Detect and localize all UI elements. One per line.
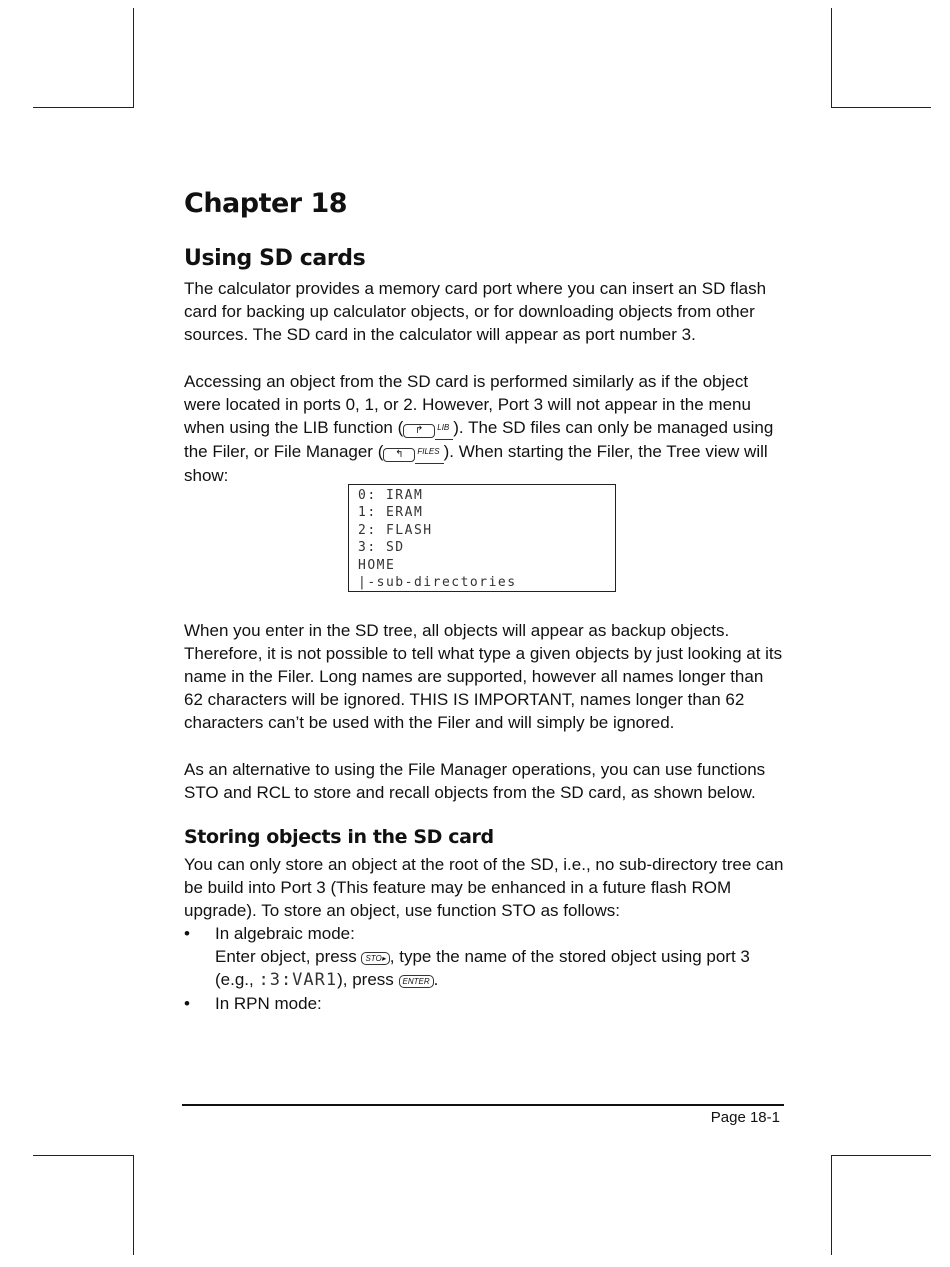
crop-mark bbox=[831, 1155, 832, 1255]
crop-mark bbox=[133, 8, 134, 108]
rpn-mode-title: In RPN mode: bbox=[215, 994, 322, 1013]
chapter-title: Chapter 18 bbox=[184, 188, 348, 219]
crop-mark bbox=[831, 107, 931, 108]
access-paragraph bbox=[184, 370, 784, 487]
intro-paragraph: The calculator provides a memory card port where you can insert an SD flash card for backing up calculator objects, or for downloading objects from other sources. The SD card in the calculator will appear as port number 3. bbox=[184, 279, 767, 344]
crop-mark bbox=[33, 107, 133, 108]
lib-key-label: LIB bbox=[435, 416, 453, 440]
list-item bbox=[184, 992, 784, 1015]
access-text-3: ). When starting the Filer, the Tree view will show: bbox=[184, 442, 768, 485]
filer-tree-screen bbox=[348, 484, 616, 592]
bullet-icon: • bbox=[184, 994, 190, 1013]
footer-rule bbox=[182, 1104, 784, 1106]
files-key-label: FILES bbox=[415, 440, 443, 464]
sto-key-icon: STO▸ bbox=[361, 952, 389, 965]
screen-line: |-sub-directories bbox=[358, 575, 517, 591]
algebraic-text-2: , type the name of the stored object using port 3 (e.g., bbox=[215, 947, 750, 989]
screen-line: 3: SD bbox=[358, 540, 405, 556]
crop-mark bbox=[831, 1155, 931, 1156]
algebraic-text-4: . bbox=[433, 970, 439, 989]
enter-key-icon: ENTER bbox=[399, 975, 434, 988]
crop-mark bbox=[33, 1155, 133, 1156]
screen-line: 0: IRAM bbox=[358, 488, 424, 503]
example-variable: :3:VAR1 bbox=[258, 970, 338, 990]
subsection-title: Storing objects in the SD card bbox=[184, 826, 494, 848]
sd-tree-paragraph: When you enter in the SD tree, all objects will appear as backup objects. Therefore, it is not possible to tell what type a given objects by just looking at its name in the Filer. Long names are supported, however all names longer than 62 characters will be ignored. THIS IS IMPORTANT, names longer than 62 characters can’t be used with the Filer and will simply be ignored. bbox=[184, 621, 783, 732]
list-item bbox=[184, 922, 784, 992]
bullet-icon: • bbox=[184, 924, 190, 943]
right-shift-key-icon: ↱ bbox=[403, 424, 435, 438]
screen-line: 2: FLASH bbox=[358, 522, 433, 538]
section-title: Using SD cards bbox=[184, 246, 366, 271]
left-shift-key-icon: ↰ bbox=[383, 448, 415, 462]
algebraic-text-1: Enter object, press bbox=[215, 947, 362, 966]
storing-paragraph: You can only store an object at the root of the SD, i.e., no sub-directory tree can be build into Port 3 (This feature may be enhanced in a future flash ROM upgrade). To store an object, use function STO as follows: bbox=[184, 855, 784, 920]
algebraic-mode-title: In algebraic mode: bbox=[215, 924, 355, 943]
page-number: Page 18-1 bbox=[710, 1109, 780, 1126]
mode-list bbox=[184, 922, 784, 1015]
algebraic-text-3: ), press bbox=[337, 970, 399, 989]
alternative-paragraph: As an alternative to using the File Manager operations, you can use functions STO and RCL to store and recall objects from the SD card, as shown below. bbox=[184, 760, 766, 802]
screen-line: HOME bbox=[358, 557, 396, 573]
screen-line: 1: ERAM bbox=[358, 505, 424, 521]
access-text-1: Accessing an object from the SD card is performed similarly as if the object were located in ports 0, 1, or 2. However, Port 3 will not appear in the menu when using the LIB function ( bbox=[184, 372, 751, 437]
access-text-2: ). The SD files can only be managed using the Filer, or File Manager ( bbox=[184, 418, 774, 461]
crop-mark bbox=[831, 8, 832, 108]
crop-mark bbox=[133, 1155, 134, 1255]
